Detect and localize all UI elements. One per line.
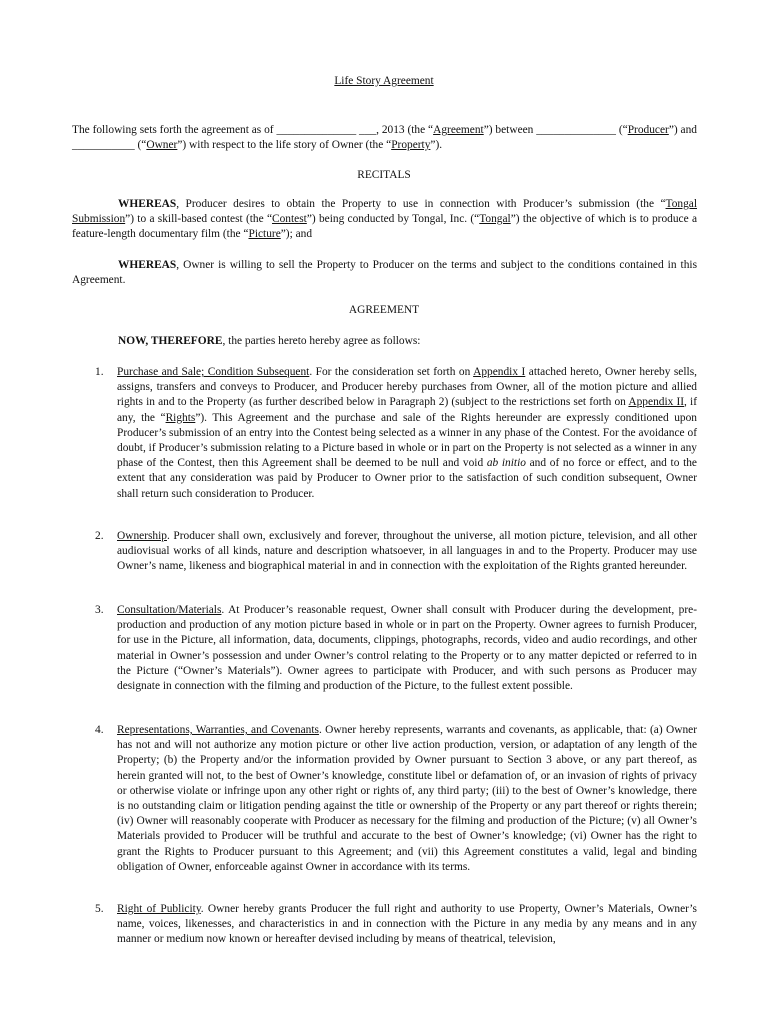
recital-paragraph-1	[72, 197, 697, 243]
section-number: 5.	[95, 903, 104, 915]
section-5-paragraph	[117, 902, 697, 948]
section-4-paragraph	[117, 723, 697, 875]
whereas-label: WHEREAS	[118, 198, 177, 210]
defined-term-picture: Picture	[248, 228, 281, 241]
appendix-ii-reference: Appendix II	[628, 396, 685, 409]
recital-text: , Producer desires to obtain the Property to use in connection with Producer’s submission (the “	[176, 198, 666, 210]
ab-initio-term: ab initio	[486, 457, 526, 470]
now-therefore-paragraph	[118, 334, 698, 349]
document-title	[0, 74, 768, 89]
section-text: . Producer shall own, exclusively and forever, throughout the universe, all motion picture, television, and all other audiovisual works of all kinds, nature and description whatsoever, in all languages in and to the Property. Producer may use Owner’s name, likeness and biographical material in and in connection with the exploitation of the Rights granted hereunder.	[117, 530, 697, 573]
section-heading: Ownership	[117, 530, 167, 542]
section-text: . Owner hereby grants Producer the full right and authority to use Property, Owner’s Materials, Owner’s name, voices, likenesses, and characteristics in and in connection with the Picture in any media by any means and in any manner or medium now known or hereafter devised including by means of theatrical, television,	[117, 903, 697, 946]
preamble-text: ”) and ___________ (“	[72, 124, 697, 152]
section-text: . At Producer’s reasonable request, Owner shall consult with Producer during the development, pre-production and production of any motion picture based in whole or in part on the Property. Owner agrees to furnish Producer, for use in the Picture, all information, data, documents, clippings, photographs, records, video and audio recordings, and other material in Owner’s possession and under Owner’s control relating to the Property or to any matter depicted or referred to in the Picture (“Owner’s Materials”). Owner agrees to participate with Producer, and with such persons as Producer may designate in connection with the filming and production of the Picture, to the fullest extent possible.	[117, 604, 697, 693]
section-2-paragraph	[117, 529, 697, 575]
section-text: attached hereto, Owner hereby sells, assigns, transfers and conveys to Producer, and Producer hereby purchases from Owner, all of the motion picture and allied rights in and to the Property (as further described below in Paragraph 2) (subject to the restrictions set forth on	[117, 366, 697, 409]
section-heading: Consultation/Materials	[117, 604, 222, 616]
preamble-text: ”) between ______________ (“	[483, 124, 628, 136]
section-number: 1.	[95, 366, 104, 378]
defined-term-tongal-submission: Tongal Submission	[72, 198, 697, 226]
section-heading: Representations, Warranties, and Covenants	[117, 724, 319, 736]
appendix-i-reference: Appendix I	[473, 366, 526, 378]
section-number: 2.	[95, 530, 104, 542]
recital-text: ”) the objective of which is to produce a feature-length documentary film (the “	[72, 213, 697, 241]
whereas-label: WHEREAS	[118, 259, 177, 271]
section-text: ”). This Agreement and the purchase and sale of the Rights hereunder are expressly conditioned upon Producer’s submission of an entry into the Contest being selected as a winner in any phase of the Contest. For the avoidance of doubt, if Producer’s submission relating to a Picture based in whole or in part on the Property is not selected as a winner in any phase of the Contest, then this Agreement shall be deemed to be null and void	[117, 411, 697, 470]
defined-term-contest: Contest	[272, 213, 307, 226]
section-text: , if any, the “	[117, 396, 697, 424]
now-therefore-label: NOW, THEREFORE	[118, 335, 223, 347]
section-text: . Owner hereby represents, warrants and covenants, as applicable, that: (a) Owner has not and will not authorize any motion picture or other live action production, version, or adaptation of any length of the Property; (b) the Property and/or the information provided by Owner pursuant to Section 3 above, or any part thereof, as herein granted will not, to the best of Owner’s knowledge, constitute libel or defamation of, or an invasion of rights of privacy or otherwise violate or infringe upon any other right or rights of, any third party; (iii) to the best of Owner’s knowledge, there is no outstanding claim or litigation pending against the title or ownership of the Property or any part thereof or rights therein; (iv) Owner will reasonably cooperate with Producer as necessary for the filming and production of the Picture; (v) all Owner’s Materials provided to Producer will be truthful and accurate to the best of Owner’s knowledge; (vi) Owner has the right to grant the Rights to Producer pursuant to this Agreement; and (vii) this Agreement constitutes a valid, legal and binding obligation of Owner, enforceable against Owner in accordance with its terms.	[117, 724, 697, 873]
defined-term-producer: Producer	[627, 124, 669, 136]
defined-term-property: Property	[391, 139, 431, 152]
section-3-paragraph	[117, 603, 697, 694]
recital-text: ”); and	[280, 228, 313, 241]
now-therefore-text: , the parties hereto hereby agree as follows:	[222, 335, 421, 347]
defined-term-owner: Owner	[146, 139, 178, 152]
recital-paragraph-2	[72, 258, 697, 288]
section-text: . For the consideration set forth on	[309, 366, 474, 378]
section-text: and of no force or effect, and to the extent that any consideration was paid by Producer to Owner prior to the satisfaction of such condition subsequent, Owner shall return such consideration to Producer.	[117, 457, 697, 500]
preamble-text: ”) with respect to the life story of Owner (the “	[177, 139, 392, 152]
section-heading: Purchase and Sale; Condition Subsequent	[117, 366, 310, 378]
preamble-text: The following sets forth the agreement as of ______________ ___, 2013 (the “	[72, 124, 434, 136]
section-number: 3.	[95, 604, 104, 616]
title-text: Life Story Agreement	[334, 75, 434, 87]
preamble-paragraph	[72, 123, 697, 153]
agreement-heading: AGREEMENT	[348, 304, 420, 316]
recital-text: ”) to a skill-based contest (the “	[125, 213, 273, 226]
section-heading: Right of Publicity	[117, 903, 201, 915]
preamble-text: ”).	[430, 139, 443, 152]
recital-text: ”) being conducted by Tongal, Inc. (“	[306, 213, 480, 226]
defined-term-rights: Rights	[165, 411, 196, 424]
recitals-heading: RECITALS	[357, 169, 411, 181]
section-number: 4.	[95, 724, 104, 736]
section-1-paragraph	[117, 365, 697, 502]
recital-text: , Owner is willing to sell the Property to Producer on the terms and subject to the conditions contained in this Agreement.	[72, 259, 697, 287]
defined-term-agreement: Agreement	[433, 124, 484, 136]
defined-term-tongal: Tongal	[479, 213, 511, 226]
